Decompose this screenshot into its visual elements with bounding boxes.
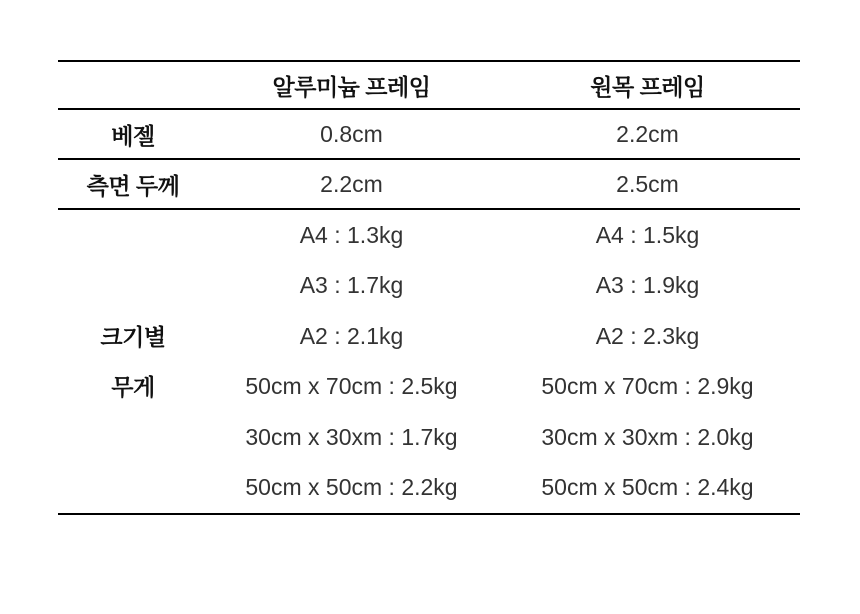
table-row-bezel bbox=[58, 110, 800, 160]
row-label-weight-by-size bbox=[58, 210, 208, 513]
weight-item-aluminum-a3: A3 : 1.7kg bbox=[299, 272, 404, 299]
weight-item-aluminum-50x50: 50cm x 50cm : 2.2kg bbox=[245, 474, 458, 501]
weight-list-aluminum bbox=[208, 210, 495, 513]
row-label-bezel: 베젤 bbox=[111, 122, 155, 149]
row-label-side-thickness: 측면 두께 bbox=[86, 172, 180, 199]
weight-item-aluminum-50x70: 50cm x 70cm : 2.5kg bbox=[245, 373, 458, 400]
table-row-side-thickness bbox=[58, 160, 800, 210]
weight-item-aluminum-a2: A2 : 2.1kg bbox=[299, 322, 404, 349]
header-aluminum-frame: 알루미늄 프레임 bbox=[272, 73, 431, 100]
table-header-row bbox=[58, 62, 800, 110]
weight-list-wood bbox=[495, 210, 800, 513]
weight-item-wood-30x30: 30cm x 30xm : 2.0kg bbox=[541, 423, 754, 450]
weight-item-wood-50x50: 50cm x 50cm : 2.4kg bbox=[541, 474, 754, 501]
weight-item-aluminum-a4: A4 : 1.3kg bbox=[299, 221, 404, 248]
weight-label-line2: 무게 bbox=[111, 373, 155, 400]
side-thickness-wood-value: 2.5cm bbox=[616, 170, 679, 197]
table-row-weight-by-size bbox=[58, 210, 800, 513]
header-wood-frame: 원목 프레임 bbox=[590, 73, 705, 100]
weight-item-aluminum-30x30: 30cm x 30xm : 1.7kg bbox=[245, 423, 458, 450]
weight-item-wood-a4: A4 : 1.5kg bbox=[595, 221, 700, 248]
weight-item-wood-50x70: 50cm x 70cm : 2.9kg bbox=[541, 373, 754, 400]
bezel-wood-value: 2.2cm bbox=[616, 120, 679, 147]
side-thickness-aluminum-value: 2.2cm bbox=[320, 170, 383, 197]
bezel-aluminum-value: 0.8cm bbox=[320, 120, 383, 147]
weight-label-line1: 크기별 bbox=[100, 323, 166, 350]
header-empty-cell bbox=[58, 62, 208, 108]
weight-item-wood-a3: A3 : 1.9kg bbox=[595, 272, 700, 299]
weight-item-wood-a2: A2 : 2.3kg bbox=[595, 322, 700, 349]
frame-spec-table bbox=[58, 60, 800, 515]
